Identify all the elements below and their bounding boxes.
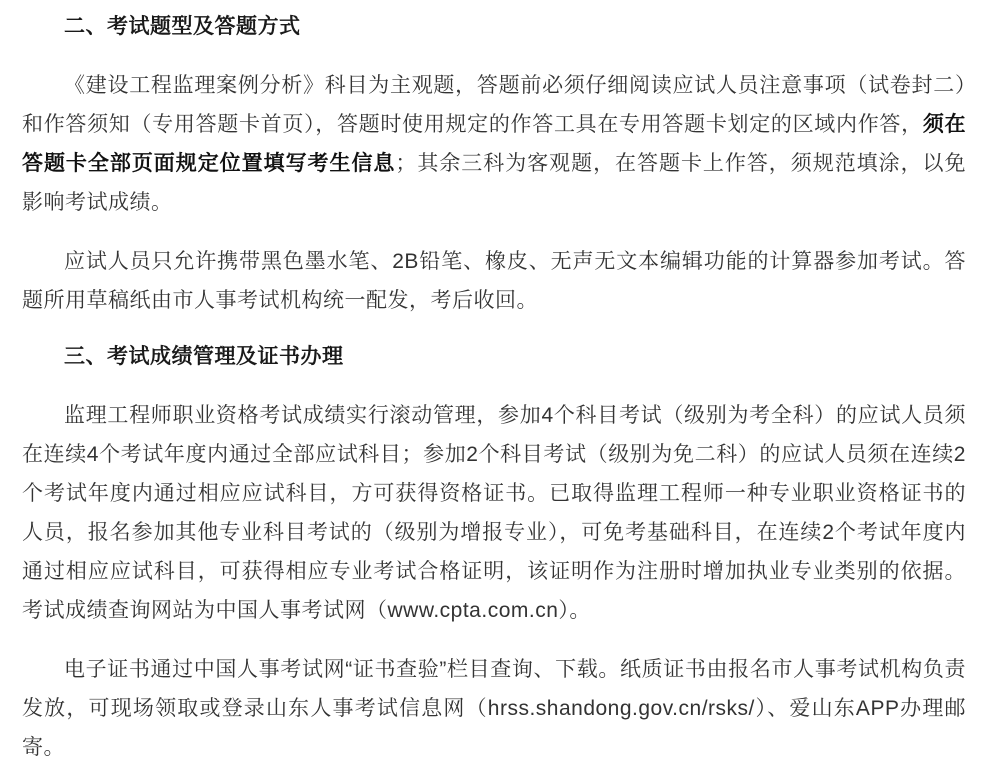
section-heading-results-certificates: 三、考试成绩管理及证书办理 <box>64 345 344 368</box>
paragraph-subjective-text-2: ；其余三科为客观题，在答题卡上作答，须规范填涂，以免影响考试成绩。 <box>22 152 967 214</box>
paragraph-subjective-text-1: 《建设工程监理案例分析》科目为主观题，答题前必须仔细阅读应试人员注意事项（试卷封二）和作答须知（专用答题卡首页），答题时使用规定的作答工具在专用答题卡划定的区域内作答， <box>22 74 966 136</box>
paragraph-rolling-management: 监理工程师职业资格考试成绩实行滚动管理，参加4个科目考试（级别为考全科）的应试人员须在连续4个考试年度内通过全部应试科目；参加2个科目考试（级别为免二科）的应试人员须在连续2个考试年度内通过相应应试科目，方可获得资格证书。已取得监理工程师一种专业职业资格证书的人员，报名参加其他专业科目考试的（级别为增报专业），可免考基础科目，在连续2个考试年度内通过相应应试科目，可获得相应专业考试合格证明，该证明作为注册时增加执业专业类别的依据。考试成绩查询网站为中国人事考试网（www.cpta.com.cn）。 <box>22 404 966 622</box>
paragraph-certificate-issuance: 电子证书通过中国人事考试网“证书查验”栏目查询、下载。纸质证书由报名市人事考试机构负责发放，可现场领取或登录山东人事考试信息网（hrss.shandong.gov.cn/rsks/）、爱山东APP办理邮寄。 <box>22 658 966 759</box>
section-heading-exam-format: 二、考试题型及答题方式 <box>64 15 301 38</box>
paragraph-subjective-questions <box>22 66 966 222</box>
emphasis-candidate-info-requirement: 须在答题卡全部页面规定位置填写考生信息 <box>22 113 967 175</box>
paragraph-allowed-items: 应试人员只允许携带黑色墨水笔、2B铅笔、橡皮、无声无文本编辑功能的计算器参加考试。答题所用草稿纸由市人事考试机构统一配发，考后收回。 <box>22 250 966 312</box>
